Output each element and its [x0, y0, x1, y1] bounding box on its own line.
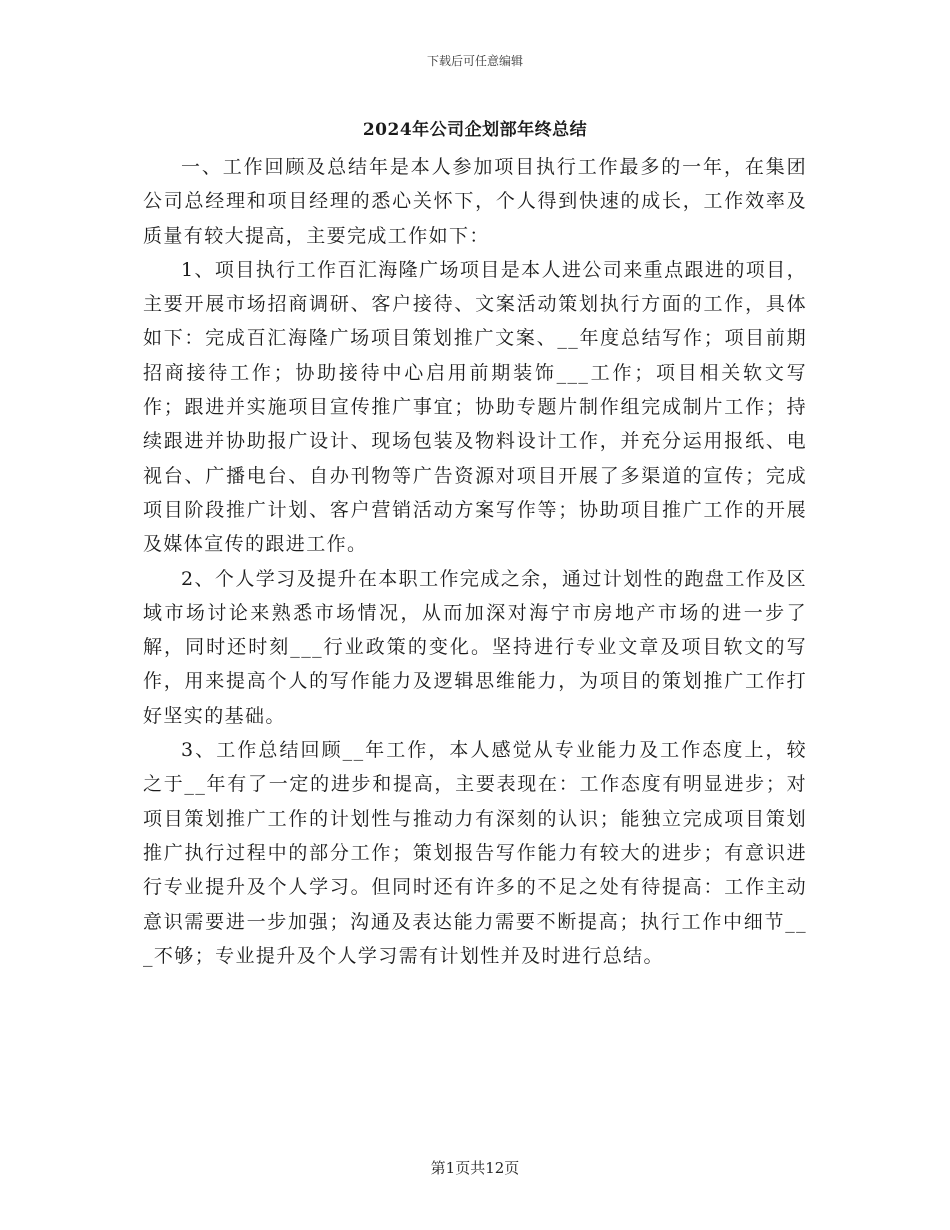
paragraph-work-review: 一、工作回顾及总结年是本人参加项目执行工作最多的一年，在集团公司总经理和项目经理的悉心关怀下，个人得到快速的成长，工作效率及质量有较大提高，主要完成工作如下： — [143, 156, 807, 247]
document-body — [143, 150, 807, 973]
page-header-note: 下载后可任意编辑 — [426, 54, 523, 68]
paragraph-project-execution: 1、项目执行工作百汇海隆广场项目是本人进公司来重点跟进的项目，主要开展市场招商调研、客户接待、文案活动策划执行方面的工作，具体如下：完成百汇海隆广场项目策划推广文案、__年度总结写作；项目前期招商接待工作；协助接待中心启用前期装饰___工作；项目相关软文写作；跟进并实施项目宣传推广事宜；协助专题片制作组完成制片工作；持续跟进并协助报广设计、现场包装及物料设计工作，并充分运用报纸、电视台、广播电台、自办刊物等广告资源对项目开展了多渠道的宣传；完成项目阶段推广计划、客户营销活动方案写作等；协助项目推广工作的开展及媒体宣传的跟进工作。 — [143, 258, 807, 556]
page-number: 第1页共12页 — [430, 1159, 520, 1177]
document-title: 2024年公司企划部年终总结 — [362, 120, 588, 140]
paragraph-personal-learning: 2、个人学习及提升在本职工作完成之余，通过计划性的跑盘工作及区域市场讨论来熟悉市场情况，从而加深对海宁市房地产市场的进一步了解，同时还时刻___行业政策的变化。坚持进行专业文章及项目软文的写作，用来提高个人的写作能力及逻辑思维能力，为项目的策划推广工作打好坚实的基础。 — [143, 567, 807, 727]
paragraph-work-summary: 3、工作总结回顾__年工作，本人感觉从专业能力及工作态度上，较之于__年有了一定的进步和提高，主要表现在：工作态度有明显进步；对项目策划推广工作的计划性与推动力有深刻的认识；能独立完成项目策划推广执行过程中的部分工作；策划报告写作能力有较大的进步；有意识进行专业提升及个人学习。但同时还有许多的不足之处有待提高：工作主动意识需要进一步加强；沟通及表达能力需要不断提高；执行工作中细节___不够；专业提升及个人学习需有计划性并及时进行总结。 — [143, 739, 807, 967]
